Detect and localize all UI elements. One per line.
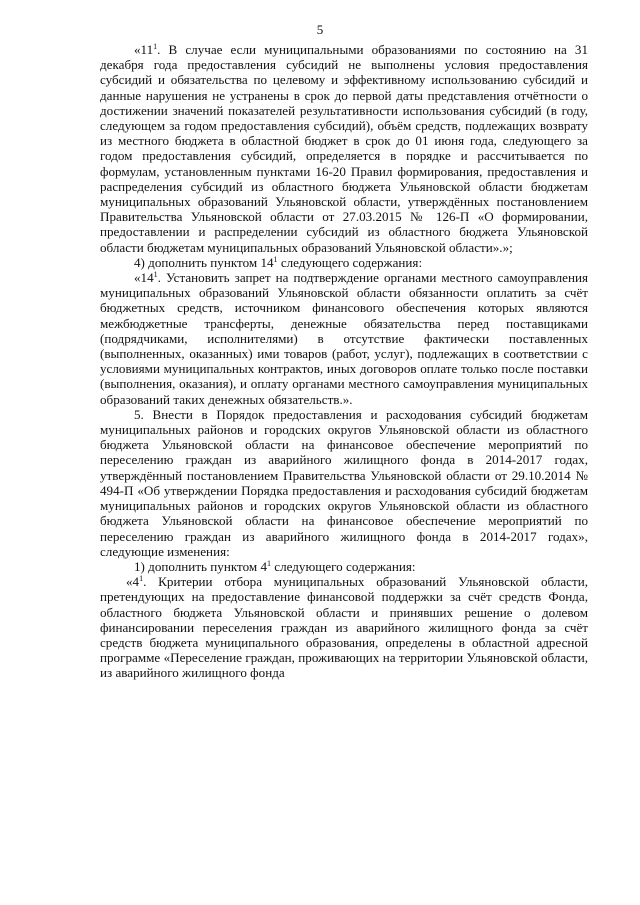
paragraph-14-1: «$14^1$. Установить запрет на подтверждение органами местного самоуправления муниципальных образований Ульяновской области обязанности оплатить за счёт бюджетных средств, источником финансового обеспечения которых являются межбюджетные трансферты, денежные обязательства перед поставщиками (подрядчиками, исполнителями) в отсутствие фактически поставленных (выполненных, оказанных) ими товаров (работ, услуг), подлежащих в соответствии с условиями муниципальных контрактов, иных договоров оплате только после поставки (выполнения, оказания), и оплату органами местного самоуправления муниципальных образований таких денежных обязательств.». [100,270,588,407]
document-body [100,42,588,681]
paragraph-11-1: «$11^1$. В случае если муниципальными образованиями по состоянию на 31 декабря года предоставления субсидий не выполнены условия предоставления субсидий и обязательства по целевому и эффективному использованию субсидий и данные нарушения не устранены в срок до первой даты представления отчётности о достижении значений показателей результативности использования субсидий (в году, следующем за годом предоставления субсидий), объём средств, подлежащих возврату из местного бюджета в областной бюджет в срок до 01 июня года, следующего за годом предоставления субсидий, определяется в порядке и рассчитывается по формулам, установленным пунктами 16-20 Правил формирования, предоставления и распределения субсидий из областного бюджета Ульяновской области бюджетам муниципальных образований Ульяновской области, утверждённых постановлением Правительства Ульяновской области от 27.03.2015 № 126-П «О формировании, предоставлении и распределении субсидий из областного бюджета Ульяновской области бюджетам муниципальных образований Ульяновской области».»; [100,42,588,255]
paragraph-5: 5. Внести в Порядок предоставления и расходования субсидий бюджетам муниципальных районов и городских округов Ульяновской области из областного бюджета Ульяновской области на финансовое обеспечение мероприятий по переселению граждан из аварийного жилищного фонда в 2014-2017 годах, утверждённый постановлением Правительства Ульяновской области от 29.10.2014 № 494-П «Об утверждении Порядка предоставления и расходования субсидий бюджетам муниципальных районов и городских округов Ульяновской области из областного бюджета Ульяновской области на финансовое обеспечение мероприятий по переселению граждан из аварийного жилищного фонда в 2014-2017 годах», следующие изменения: [100,406,588,559]
page-number: 5 [316,22,324,37]
paragraph-4-1: «$4^1$. Критерии отбора муниципальных образований Ульяновской области, претендующих на предоставление финансовой поддержки за счёт средств Фонда, областного бюджета Ульяновской области и принявших решение о долевом финансировании переселения граждан из аварийного жилищного фонда за счёт средств бюджета муниципального образования, определены в областной адресной программе «Переселение граждан, проживающих на территории Ульяновской области, из аварийного жилищного фонда [100,574,588,681]
paragraph-item-1: 1) дополнить пунктом $4^1$ следующего содержания: [134,558,416,574]
paragraph-item-4: 4) дополнить пунктом $14^1$ следующего содержания: [134,254,423,270]
